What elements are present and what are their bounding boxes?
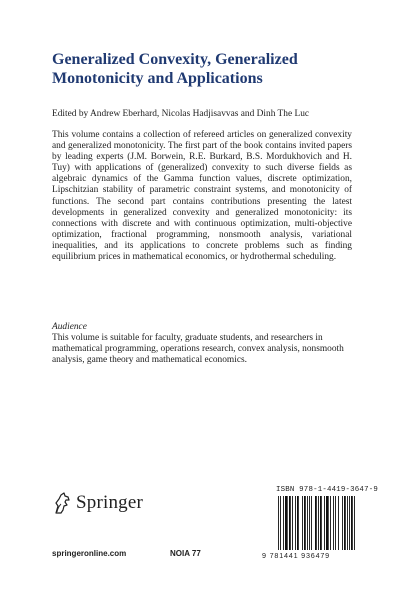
barcode-bar	[351, 496, 353, 550]
barcode-bar	[283, 496, 284, 550]
barcode-bar	[342, 496, 343, 550]
barcode-bar	[315, 496, 317, 550]
barcode-bar	[292, 496, 293, 550]
barcode-bar	[349, 496, 350, 550]
barcode-bar	[333, 496, 334, 550]
barcode-bar	[335, 496, 336, 550]
barcode-bar	[307, 496, 308, 550]
barcode-bar	[324, 496, 325, 550]
barcode-bar	[354, 496, 355, 550]
barcode-bar	[347, 496, 348, 550]
barcode-bar	[344, 496, 346, 550]
barcode-bar	[311, 496, 312, 550]
audience-text: This volume is suitable for faculty, graduate students, and researchers in mathematical programming, operations research, convex analysis, nonsmooth analysis, game theory and mathematical economics.	[52, 333, 344, 366]
barcode-bar	[304, 496, 306, 550]
book-description: This volume contains a collection of refereed articles on generalized convexity and generalized monotonicity. The first part of the book contains invited papers by leading experts (J.M. Borwein, R.E. Burkard, B.S. Mordukhovich and H. Tuy) with applications of (generalized) convexity to such diverse fields as algebraic dynamics of the Gamma function values, discrete optimization, Lipschitzian stability of parametric constraint systems, and monotonicity of functions. The second part contains contributions presenting the latest developments in generalized convexity and generalized monotonicity: its connections with discrete and with continuous optimization, multi-objective optimization, fractional programming, nonsmooth analysis, variational inequalities, and its applications to concrete problems such as finding equilibrium prices in mathematical economics, or hydrothermal scheduling.	[52, 130, 352, 263]
springer-horse-icon	[52, 491, 72, 515]
book-title: Generalized Convexity, Generalized Monotonicity and Applications	[52, 51, 298, 87]
audience-section	[52, 322, 352, 366]
publisher-logo	[52, 490, 143, 516]
barcode-bar	[309, 496, 310, 550]
barcode-bar	[338, 496, 339, 550]
barcode-bar	[278, 496, 279, 550]
barcode-bar	[285, 496, 288, 550]
barcode-bar	[280, 496, 281, 550]
publisher-url: springeronline.com	[52, 549, 127, 558]
barcode-bar	[318, 496, 319, 550]
barcode-bar	[289, 496, 291, 550]
barcode-bar	[295, 496, 296, 550]
isbn-barcode	[276, 496, 360, 552]
barcode-bar	[330, 496, 331, 550]
barcode-bar	[326, 496, 329, 550]
isbn-label: ISBN 978-1-4419-3647-9	[276, 486, 378, 494]
publisher-name: Springer	[76, 492, 144, 513]
audience-heading: Audience	[52, 322, 87, 332]
barcode-bar	[302, 496, 303, 550]
barcode-number: 9 781441 936479	[262, 551, 330, 560]
barcode-bar	[320, 496, 322, 550]
series-code: NOIA 77	[170, 549, 201, 558]
editors-line: Edited by Andrew Eberhard, Nicolas Hadjisavvas and Dinh The Luc	[52, 109, 310, 119]
barcode-bar	[297, 496, 299, 550]
